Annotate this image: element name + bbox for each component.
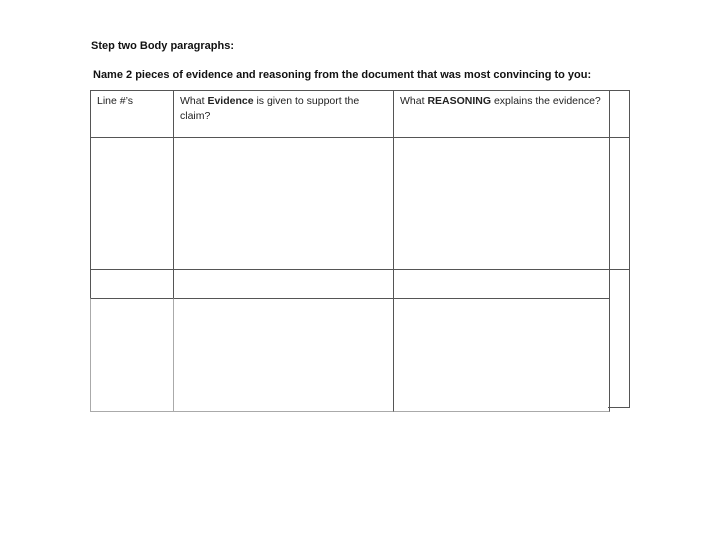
header-evidence-text: What (180, 95, 208, 107)
table-cell-reasoning[interactable] (393, 269, 610, 298)
table-cell-evidence[interactable] (173, 269, 393, 298)
table-cell-reasoning[interactable] (393, 298, 610, 412)
header-reasoning (393, 90, 610, 137)
header-line-label: Line #’s (97, 95, 134, 107)
table-cell-line[interactable] (90, 269, 173, 298)
section-heading: Step two Body paragraphs: (91, 40, 235, 52)
frame-divider (608, 269, 630, 270)
header-reasoning-emphasis: REASONING (427, 95, 492, 107)
header-reasoning-text: explains the evidence? (491, 95, 601, 107)
table-cell-reasoning[interactable] (393, 137, 610, 269)
header-reasoning-text: What (400, 95, 428, 107)
header-evidence-text: is given to support the claim? (180, 95, 360, 122)
header-evidence (173, 90, 393, 137)
table-cell-evidence[interactable] (173, 298, 393, 412)
table-cell-line[interactable] (90, 137, 173, 269)
header-evidence-emphasis: Evidence (207, 95, 254, 107)
evidence-table (90, 90, 610, 412)
frame-divider (608, 137, 630, 138)
instruction-prompt: Name 2 pieces of evidence and reasoning from the document that was most convincing to you: (93, 69, 592, 81)
table-cell-evidence[interactable] (173, 137, 393, 269)
header-line-numbers (90, 90, 173, 137)
table-cell-line[interactable] (90, 298, 173, 412)
